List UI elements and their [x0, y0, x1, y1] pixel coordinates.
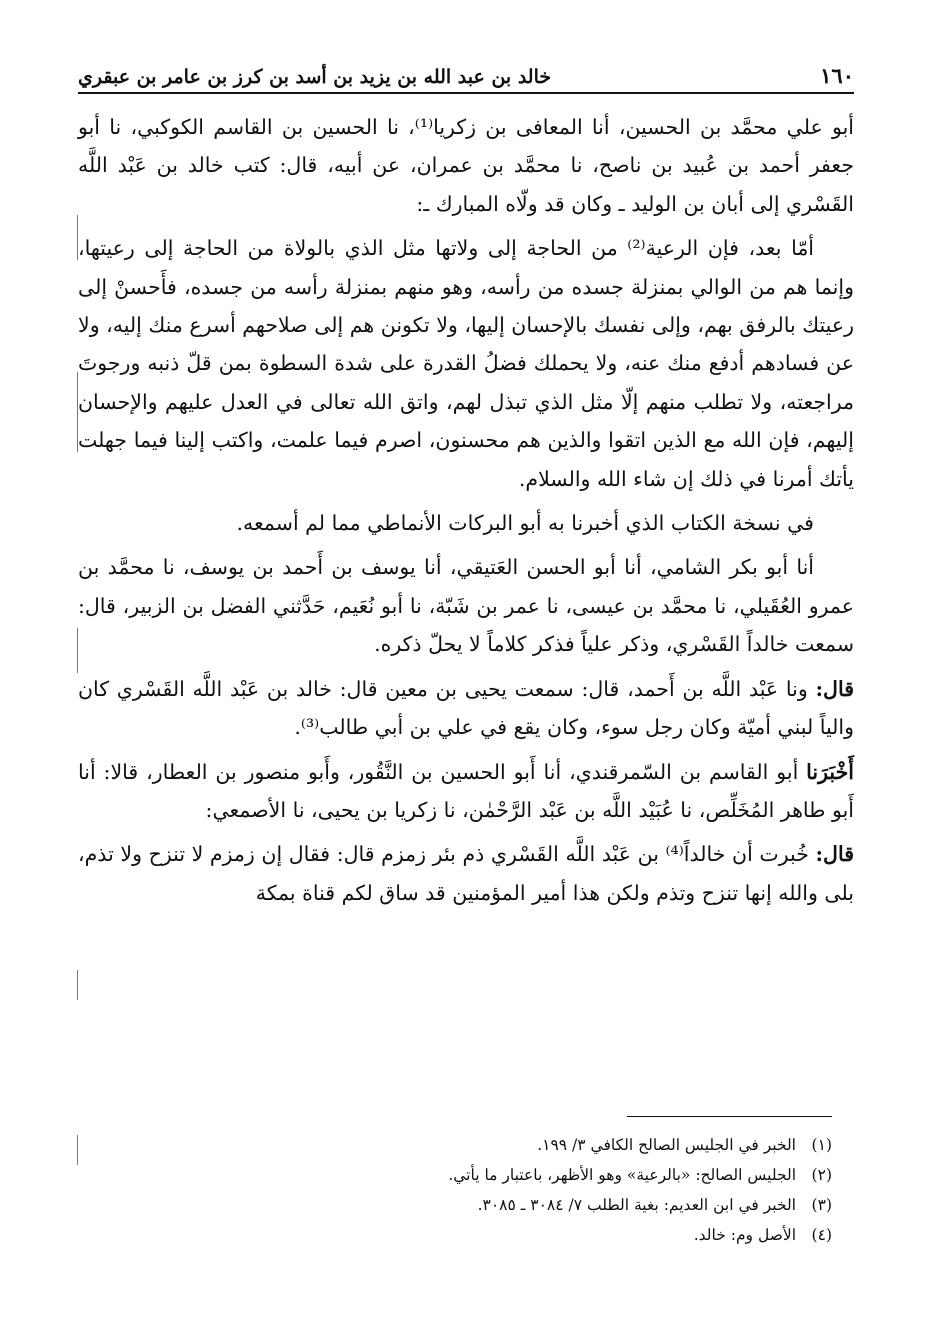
footnote-text: الخبر في ابن العديم: بغية الطلب ٧/ ٣٠٨٤ ـ ٣٠٨٥. [477, 1196, 796, 1214]
paragraph-lead: قال: [815, 842, 854, 867]
paragraph-text: خُبرت أن خالداً⁽⁴⁾ بن عَبْد اللَّه القَسْري ذم بئر زمزم قال: فقال إن زمزم لا تنزح ولا تذم، بلى والله إنها تنزح وتذم ولكن هذا أمير المؤمنين قد ساق لكم قناة بمكة [78, 842, 854, 905]
paragraph-3 [78, 504, 854, 542]
margin-mark [77, 970, 78, 1000]
footnote-number: (٢) [811, 1166, 832, 1184]
paragraph-text: أمّا بعد، فإن الرعية⁽²⁾ من الحاجة إلى ولاتها مثل الذي بالولاة من الحاجة إلى رعيتها، وإنما هم من الوالي بمنزلة جسده من رأسه، وهو منهم بمنزلة رأسه من جسده، فأَحسنْ إلى رعيتك بالرفق بهم، وإلى نفسك بالإحسان إليها، ولا تكونن هم إلى صلاحهم أسرع منك إليه، ولا عن فسادهم أدفع منك عنه، ولا يحملك فضلُ القدرة على شدة السطوة بمن قلّ ذنبه ورجوتَ مراجعته، ولا تطلب منهم إلّا مثل الذي تبذل لهم، واتق الله تعالى في العدل عليهم والإحسان إليهم، فإن الله مع الذين اتقوا والذين هم محسنون، اصرم فيما علمت، واكتب إلينا فيما جهلت يأتك أمرنا في ذلك إن شاء الله والسلام. [78, 236, 854, 491]
running-header [78, 48, 854, 88]
running-title: خالد بن عبد الله بن يزيد بن أسد بن كرز بن عامر بن عبقري [78, 66, 552, 88]
paragraph-lead: أَخْبَرَنا [806, 759, 854, 784]
paragraph-text: أبو القاسم بن السّمرقندي، أنا أَبو الحسين بن النَّقُور، وأَبو منصور بن العطار، قالا: أنا أَبو طاهر المُخَلِّص، نا عُبَيْد اللَّه بن عَبْد الرَّحْمٰن، نا زكريا بن يحيى، نا الأصمعي: [78, 759, 854, 822]
paragraph-text: أنا أبو بكر الشامي، أنا أبو الحسن العَتيقي، أنا يوسف بن أَحمد بن يوسف، نا محمَّد بن عمرو العُقَيلي، نا محمَّد بن عيسى، نا عمر بن شَبّة، نا أبو نُعَيم، حَدَّثني الفضل بن الزبير، قال: سمعت خالداً القَسْري، وذكر علياً فذكر كلاماً لا يحلّ ذكره. [78, 555, 855, 657]
header-rule [78, 92, 854, 94]
paragraph-7 [78, 835, 854, 912]
margin-mark [77, 1135, 78, 1165]
footnote-text: الخبر في الجليس الصالح الكافي ٣/ ١٩٩. [537, 1136, 796, 1154]
paragraph-5 [78, 670, 854, 747]
paragraph-text: ونا عَبْد اللَّه بن أَحمد، قال: سمعت يحيى بن معين قال: خالد بن عَبْد اللَّه القَسْري كان والياً لبني أميّة وكان رجل سوء، وكان يقع في علي بن أبي طالب⁽³⁾. [78, 676, 854, 740]
footnote-number: (١) [811, 1136, 832, 1154]
footnote [78, 1160, 832, 1190]
paragraph-6 [78, 753, 854, 830]
footnote-number: (٤) [811, 1226, 832, 1244]
footnote-text: الجليس الصالح: «بالرعية» وهو الأظهر، باعتبار ما يأتي. [448, 1166, 796, 1184]
footnotes [78, 1130, 832, 1250]
margin-mark [77, 628, 78, 673]
footnote-number: (٣) [811, 1196, 832, 1214]
footnote-text: الأصل وم: خالد. [693, 1226, 796, 1244]
footnote [78, 1220, 832, 1250]
page-number: ١٦٠ [820, 63, 854, 88]
main-text [78, 108, 854, 918]
footnote [78, 1190, 832, 1220]
paragraph-lead: قال: [815, 676, 854, 701]
paragraph-2 [78, 229, 854, 498]
paragraph-text: في نسخة الكتاب الذي أخبرنا به أبو البركات الأنماطي مما لم أسمعه. [236, 511, 814, 536]
paragraph-text: أبو علي محمَّد بن الحسين، أنا المعافى بن زكريا⁽¹⁾، نا الحسين بن القاسم الكوكبي، نا أبو جعفر أحمد بن عُبيد بن ناصح، نا محمَّد بن عمران، عن أبيه، قال: كتب خالد بن عَبْد اللَّه القَسْري إلى أبان بن الوليد ـ وكان قد ولّاه المبارك ـ: [78, 115, 855, 216]
footnote [78, 1130, 832, 1160]
footnote-rule [627, 1116, 832, 1117]
margin-mark [77, 372, 78, 452]
margin-mark [77, 215, 78, 260]
paragraph-1 [78, 108, 854, 223]
paragraph-4 [78, 548, 854, 663]
